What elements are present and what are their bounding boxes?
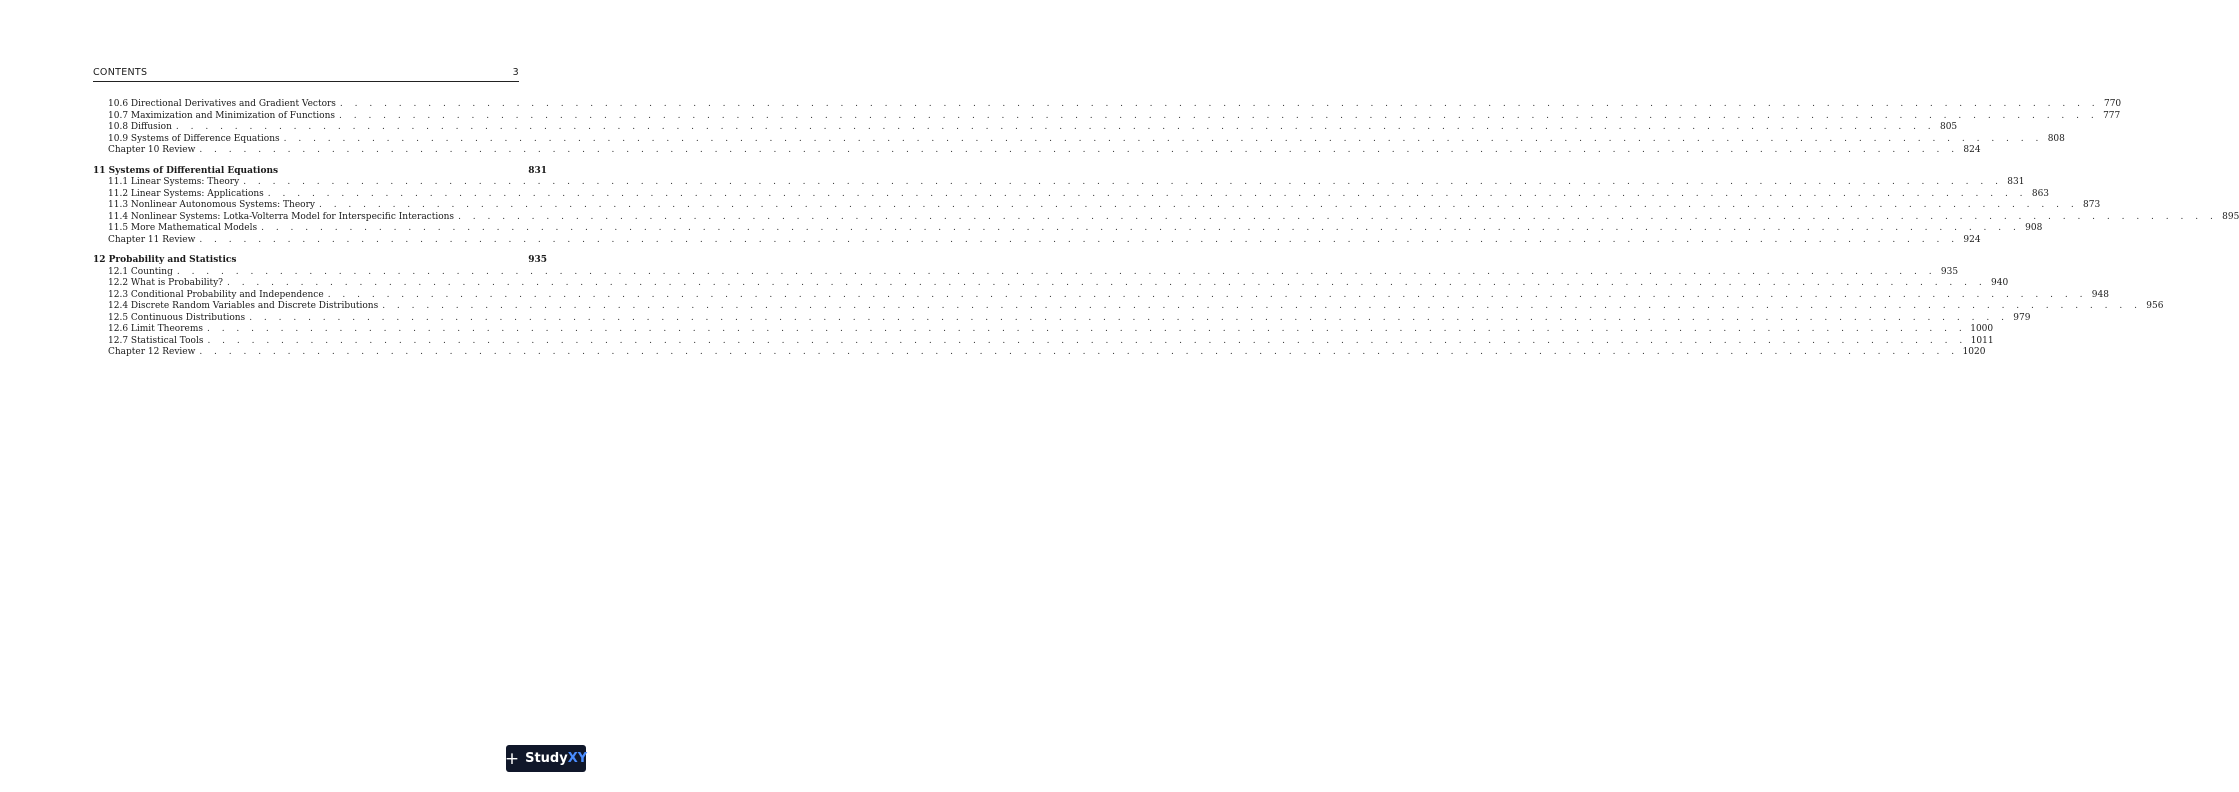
toc-entry[interactable]	[93, 312, 2031, 325]
header-page-number: 3	[512, 67, 519, 78]
toc-entry-title: 12.6 Limit Theorems	[108, 324, 203, 334]
toc-entry[interactable]	[93, 266, 1959, 279]
toc-entry-page: 805	[1939, 122, 1958, 132]
toc-entry[interactable]	[93, 200, 2101, 212]
toc-entry[interactable]	[93, 110, 2121, 123]
leader-dots: . . . . . . . . . . . . . . . . . . . . . . . . . . . . . . . . . . . . . . . . . . . . . . . . . . . . . . . . . . . . . . . . . . . . . . . . . . . . . . . . . . . . . . . . . . . . . . . . . . . . . . . . . . . . . . . . . . . . . . . .	[243, 177, 2003, 187]
toc-entry-title: Chapter 12 Review	[108, 347, 196, 357]
toc-entry[interactable]	[93, 234, 1981, 247]
toc-entry-page: 1011	[1970, 335, 1994, 346]
toc-entry-page: 777	[2103, 110, 2121, 121]
toc-entry[interactable]	[93, 301, 2164, 313]
toc-entry-page: 908	[2025, 223, 2043, 233]
toc-entry[interactable]	[93, 347, 1986, 359]
toc-entry[interactable]	[93, 223, 2043, 235]
toc-entry-page: 808	[2047, 133, 2065, 144]
logo-text: StudyXY	[525, 751, 588, 766]
toc-entry-title: 11.1 Linear Systems: Theory	[108, 177, 240, 187]
toc-entry-page: 1000	[1970, 324, 1994, 334]
toc-entry-title: 11.4 Nonlinear Systems: Lotka-Volterra Model for Interspecific Interactions	[108, 211, 455, 222]
leader-dots: . . . . . . . . . . . . . . . . . . . . . . . . . . . . . . . . . . . . . . . . . . . . . . . . . . . . . . . . . . . . . . . . . . . . . . . . . . . . . . . . . . . . . . . . . . . . . . . . . . . . . . . . . . . . . . . . . . . . . . . .	[283, 133, 2043, 144]
chapter-page: 831	[528, 165, 547, 176]
toc-entry-page: 979	[2013, 312, 2031, 323]
toc-entry-page: 956	[2146, 301, 2164, 311]
leader-dots: . . . . . . . . . . . . . . . . . . . . . . . . . . . . . . . . . . . . . . . . . . . . . . . . . . . . . . . . . . . . . . . . . . . . . . . . . . . . . . . . . . . . . . . . . . . . . . . . . . . . . . . . . . . . . . . . . . . . . . . .	[339, 99, 2100, 109]
leader-dots: . . . . . . . . . . . . . . . . . . . . . . . . . . . . . . . . . . . . . . . . . . . . . . . . . . . . . . . . . . . . . . . . . . . . . . . . . . . . . . . . . . . . . . . . . . . . . . . . . . . . . . . . . . . . . . . . . . . . . . . .	[382, 301, 2142, 311]
leader-dots: . . . . . . . . . . . . . . . . . . . . . . . . . . . . . . . . . . . . . . . . . . . . . . . . . . . . . . . . . . . . . . . . . . . . . . . . . . . . . . . . . . . . . . . . . . . . . . . . . . . . . . . . . . . . . . . . . . . . . . . .	[339, 110, 2099, 121]
leader-dots: . . . . . . . . . . . . . . . . . . . . . . . . . . . . . . . . . . . . . . . . . . . . . . . . . . . . . . . . . . . . . . . . . . . . . . . . . . . . . . . . . . . . . . . . . . . . . . . . . . . . . . . . . . . . . . . . . . . . . . . .	[327, 289, 2087, 300]
leader-dots: . . . . . . . . . . . . . . . . . . . . . . . . . . . . . . . . . . . . . . . . . . . . . . . . . . . . . . . . . . . . . . . . . . . . . . . . . . . . . . . . . . . . . . . . . . . . . . . . . . . . . . . . . . . . . . . . . . . . . . . .	[206, 324, 1967, 334]
table-of-contents	[93, 99, 2239, 359]
toc-entry-title: 12.7 Statistical Tools	[108, 335, 204, 346]
toc-entry-page: 948	[2091, 289, 2109, 300]
leader-dots: . . . . . . . . . . . . . . . . . . . . . . . . . . . . . . . . . . . . . . . . . . . . . . . . . . . . . . . . . . . . . . . . . . . . . . . . . . . . . . . . . . . . . . . . . . . . . . . . . . . . . . . . . . . . . . . . . . . . . . . .	[207, 335, 1967, 346]
leader-dots: . . . . . . . . . . . . . . . . . . . . . . . . . . . . . . . . . . . . . . . . . . . . . . . . . . . . . . . . . . . . . . . . . . . . . . . . . . . . . . . . . . . . . . . . . . . . . . . . . . . . . . . . . . . . . . . . . . . . . . . .	[199, 145, 1959, 155]
chapter-title: 12 Probability and Statistics	[93, 255, 237, 265]
leader-dots: . . . . . . . . . . . . . . . . . . . . . . . . . . . . . . . . . . . . . . . . . . . . . . . . . . . . . . . . . . . . . . . . . . . . . . . . . . . . . . . . . . . . . . . . . . . . . . . . . . . . . . . . . . . . . . . . . . . . . . . .	[175, 122, 1936, 132]
leader-dots: . . . . . . . . . . . . . . . . . . . . . . . . . . . . . . . . . . . . . . . . . . . . . . . . . . . . . . . . . . . . . . . . . . . . . . . . . . . . . . . . . . . . . . . . . . . . . . . . . . . . . . . . . . . . . . . . . . . . . . . .	[261, 223, 2021, 233]
toc-entry-title: 10.6 Directional Derivatives and Gradient Vectors	[108, 99, 336, 109]
leader-dots: . . . . . . . . . . . . . . . . . . . . . . . . . . . . . . . . . . . . . . . . . . . . . . . . . . . . . . . . . . . . . . . . . . . . . . . . . . . . . . . . . . . . . . . . . . . . . . . . . . . . . . . . . . . . . . . . . . . . . . . .	[458, 211, 2218, 222]
toc-entry-page: 935	[1940, 266, 1959, 277]
chapter-heading[interactable]	[93, 166, 547, 178]
toc-entry-page: 895	[2222, 211, 2239, 222]
toc-entry-title: 12.4 Discrete Random Variables and Discrete Distributions	[108, 301, 379, 311]
leader-dots: . . . . . . . . . . . . . . . . . . . . . . . . . . . . . . . . . . . . . . . . . . . . . . . . . . . . . . . . . . . . . . . . . . . . . . . . . . . . . . . . . . . . . . . . . . . . . . . . . . . . . . . . . . . . . . . . . . . . . . . .	[199, 347, 1959, 357]
leader-dots: . . . . . . . . . . . . . . . . . . . . . . . . . . . . . . . . . . . . . . . . . . . . . . . . . . . . . . . . . . . . . . . . . . . . . . . . . . . . . . . . . . . . . . . . . . . . . . . . . . . . . . . . . . . . . . . . . . . . . . . .	[318, 200, 2079, 210]
running-header	[93, 67, 519, 78]
header-title: CONTENTS	[93, 67, 148, 78]
toc-entry-page: 940	[1991, 278, 2009, 288]
leader-dots: . . . . . . . . . . . . . . . . . . . . . . . . . . . . . . . . . . . . . . . . . . . . . . . . . . . . . . . . . . . . . . . . . . . . . . . . . . . . . . . . . . . . . . . . . . . . . . . . . . . . . . . . . . . . . . . . . . . . . . . .	[199, 234, 1959, 245]
chapter-page: 935	[528, 255, 547, 265]
toc-entry-title: 12.1 Counting	[108, 266, 173, 277]
toc-entry[interactable]	[93, 324, 1994, 336]
toc-entry[interactable]	[93, 211, 2239, 224]
toc-entry-title: 12.2 What is Probability?	[108, 278, 223, 288]
toc-entry[interactable]	[93, 145, 1981, 157]
toc-entry-page: 831	[2007, 177, 2025, 187]
toc-entry[interactable]	[93, 335, 1994, 348]
chapter-heading[interactable]	[93, 255, 547, 267]
toc-entry-page: 1020	[1962, 347, 1986, 357]
toc-entry[interactable]	[93, 188, 2050, 201]
toc-entry-title: Chapter 11 Review	[108, 234, 196, 245]
studyxy-logo[interactable]	[506, 745, 586, 772]
toc-entry[interactable]	[93, 177, 2025, 189]
toc-entry-title: 11.2 Linear Systems: Applications	[108, 188, 264, 199]
leader-dots: . . . . . . . . . . . . . . . . . . . . . . . . . . . . . . . . . . . . . . . . . . . . . . . . . . . . . . . . . . . . . . . . . . . . . . . . . . . . . . . . . . . . . . . . . . . . . . . . . . . . . . . . . . . . . . . . . . . . . . . .	[249, 312, 2009, 323]
toc-entry-page: 863	[2031, 188, 2050, 199]
chapter-title: 11 Systems of Differential Equations	[93, 165, 279, 176]
plus-icon: +	[504, 748, 520, 769]
toc-entry-title: 10.9 Systems of Difference Equations	[108, 133, 280, 144]
toc-entry-title: 11.3 Nonlinear Autonomous Systems: Theory	[108, 200, 315, 210]
toc-entry-title: Chapter 10 Review	[108, 145, 196, 155]
toc-entry[interactable]	[93, 289, 2109, 302]
leader-dots: . . . . . . . . . . . . . . . . . . . . . . . . . . . . . . . . . . . . . . . . . . . . . . . . . . . . . . . . . . . . . . . . . . . . . . . . . . . . . . . . . . . . . . . . . . . . . . . . . . . . . . . . . . . . . . . . . . . . . . . .	[226, 278, 1987, 288]
toc-entry[interactable]	[93, 133, 2065, 146]
header-rule	[93, 81, 519, 82]
leader-dots: . . . . . . . . . . . . . . . . . . . . . . . . . . . . . . . . . . . . . . . . . . . . . . . . . . . . . . . . . . . . . . . . . . . . . . . . . . . . . . . . . . . . . . . . . . . . . . . . . . . . . . . . . . . . . . . . . . . . . . . .	[267, 188, 2028, 199]
toc-entry-title: 10.7 Maximization and Minimization of Functions	[108, 110, 335, 121]
toc-entry-title: 12.3 Conditional Probability and Independence	[108, 289, 324, 300]
toc-entry-page: 770	[2103, 99, 2122, 109]
toc-entry[interactable]	[93, 122, 1958, 134]
toc-entry[interactable]	[93, 278, 2009, 290]
toc-entry[interactable]	[93, 99, 2122, 111]
toc-entry-page: 824	[1963, 145, 1981, 155]
toc-entry-title: 12.5 Continuous Distributions	[108, 312, 246, 323]
leader-dots: . . . . . . . . . . . . . . . . . . . . . . . . . . . . . . . . . . . . . . . . . . . . . . . . . . . . . . . . . . . . . . . . . . . . . . . . . . . . . . . . . . . . . . . . . . . . . . . . . . . . . . . . . . . . . . . . . . . . . . . .	[176, 266, 1937, 277]
toc-entry-title: 11.5 More Mathematical Models	[108, 223, 258, 233]
toc-entry-page: 924	[1963, 234, 1981, 245]
toc-entry-page: 873	[2083, 200, 2101, 210]
toc-entry-title: 10.8 Diffusion	[108, 122, 172, 132]
